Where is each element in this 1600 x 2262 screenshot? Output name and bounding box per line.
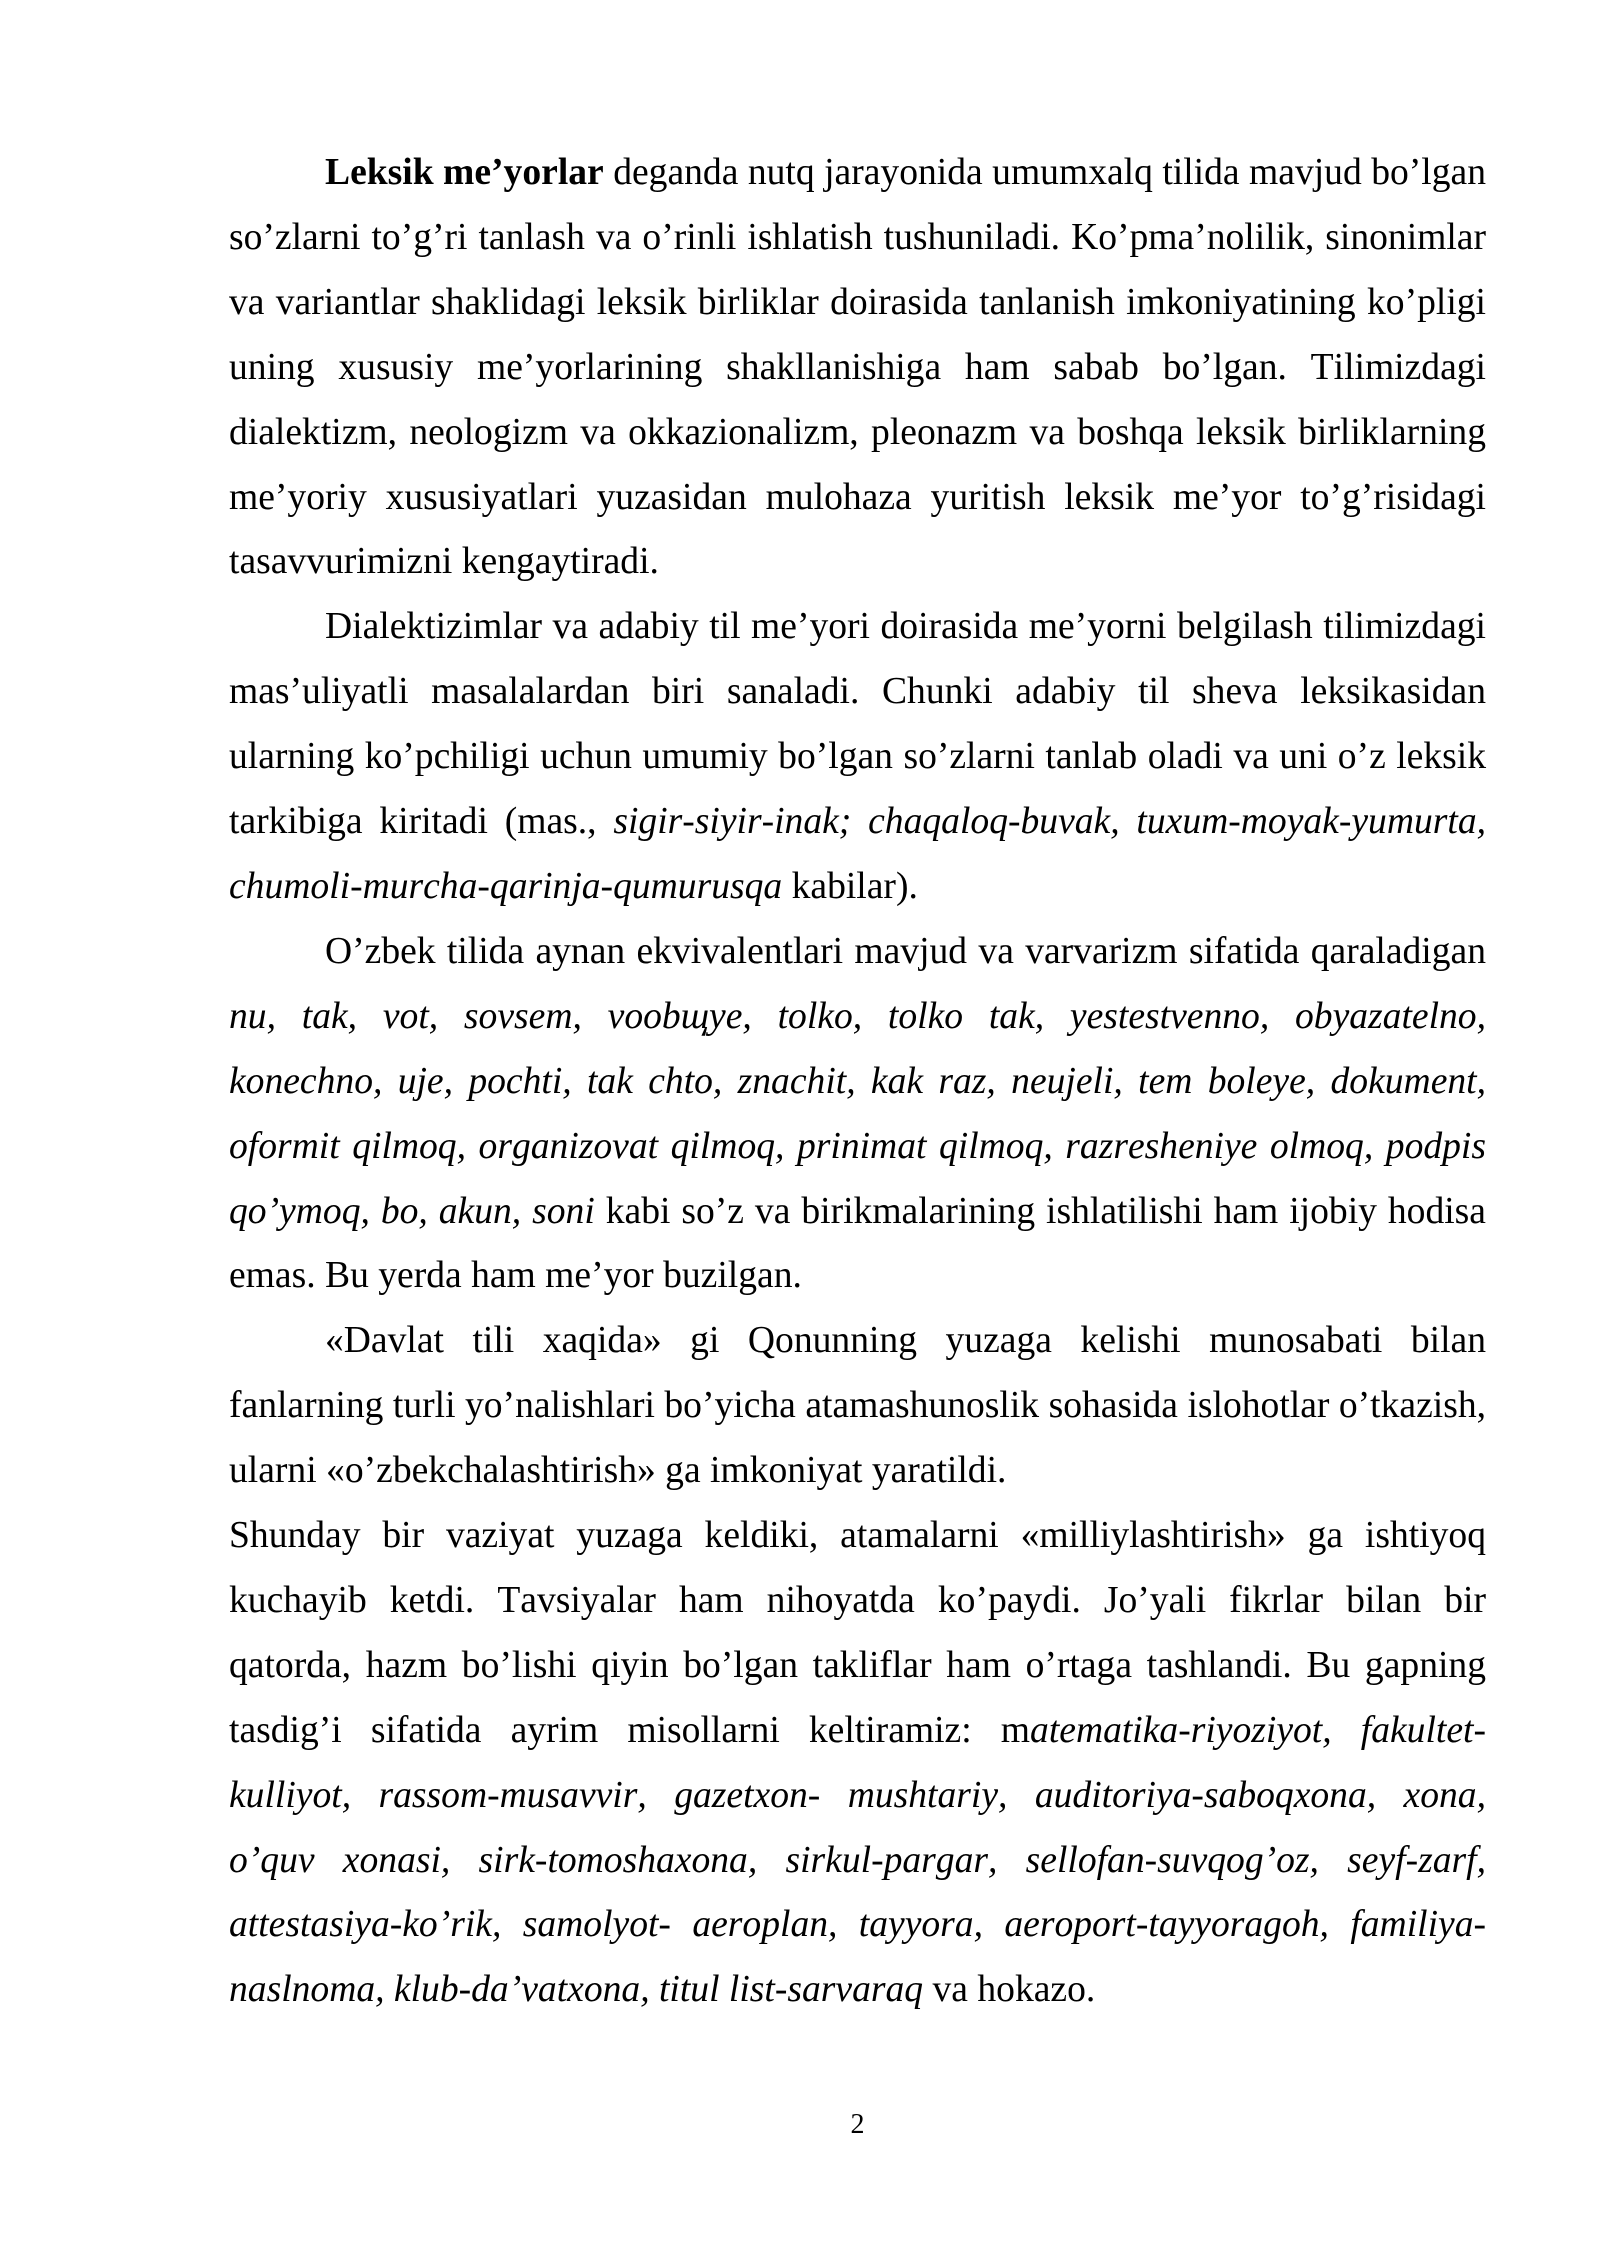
paragraph-barbarisms <box>229 920 1486 1309</box>
paragraph-text: Dialektizimlar va adabiy til me’yori doirasida me’yorni belgilash tilimizdagi mas’uliyatli masalalardan biri sanaladi. Chunki adabiy til sheva leksikasidan ularning ko’pchiligi uchun umumiy bo’lgan so’zlarni tanlab oladi va uni o’z leksik tarkibiga kiritadi (mas., <box>229 606 1486 843</box>
paragraph-lexical-norms <box>229 141 1486 595</box>
paragraph-text: «Davlat tili xaqida» gi Qonunning yuzaga kelishi munosabati bilan fanlarning turli yo’nalishlari bo’yicha atamashunoslik sohasida islohotlar o’tkazish, ularni «o’zbekchalashtirish» ga imkoniyat yaratildi. <box>229 1320 1486 1492</box>
italic-examples: nu, tak, vot, sovsem, voobщye, tolko, tolko tak, yestestvenno, obyazatelno, konechno, uje, pochti, tak chto, znachit, kak raz, neujeli, tem boleye, dokument, oformit qilmoq, organizovat qilmoq, prinimat qilmoq, razresheniye olmoq, podpis qo’ymoq, bo, akun, soni <box>229 995 1486 1232</box>
paragraph-dialectisms <box>229 595 1486 920</box>
page-number: 2 <box>850 2109 865 2140</box>
paragraph-text: kabilar). <box>791 865 918 907</box>
paragraph-text: Shunday bir vaziyat yuzaga keldiki, atamalarni «milliylashtirish» ga ishtiyoq kuchayib ketdi. Tavsiyalar ham nihoyatda ko’paydi. Jo’yali fikrlar bilan bir qatorda, hazm bo’lishi qiyin bo’lgan takliflar ham o’rtaga tashlandi. Bu gapning tasdig’i sifatida ayrim misollarni keltiramiz: m <box>229 1515 1486 1751</box>
italic-examples: atematika-riyoziyot, fakultet-kulliyot, rassom-musavvir, gazetxon- mushtariy, auditoriya-saboqxona, xona, o’quv xonasi, sirk-tomoshaxona, sirkul-pargar, sellofan-suvqog’oz, seyf-zarf, attestasiya-ko’rik, samolyot- aeroplan, tayyora, aeroport-tayyoragoh, familiya-naslnoma, klub-da’vatxona, titul list-sarvaraq <box>229 1709 1486 2011</box>
paragraph-nationalization-examples <box>229 1504 1486 2023</box>
paragraph-state-language-law <box>229 1309 1486 1504</box>
paragraph-text: va hokazo. <box>932 1969 1096 2011</box>
paragraph-text: O’zbek tilida aynan ekvivalentlari mavjud va varvarizm sifatida qaraladigan <box>325 930 1486 972</box>
document-body <box>229 141 1486 2023</box>
bold-term: Leksik me’yorlar <box>325 152 604 193</box>
paragraph-text: deganda nutq jarayonida umumxalq tilida mavjud bo’lgan so’zlarni to’g’ri tanlash va o’rinli ishlatish tushuniladi. Ko’pma’nolilik, sinonimlar va variantlar shaklidagi leksik birliklar doirasida tanlanish imkoniyatining ko’pligi uning xususiy me’yorlarining shakllanishiga ham sabab bo’lgan. Tilimizdagi dialektizm, neologizm va okkazionalizm, pleonazm va boshqa leksik birliklarning me’yoriy xususiyatlari yuzasidan mulohaza yuritish leksik me’yor to’g’risidagi tasavvurimizni kengaytiradi. <box>229 152 1486 583</box>
paragraph-text: kabi so’z va birikmalarining ishlatilishi ham ijobiy hodisa emas. Bu yerda ham me’yor buzilgan. <box>229 1190 1486 1297</box>
italic-examples: sigir-siyir-inak; chaqaloq-buvak, tuxum-moyak-yumurta, chumoli-murcha-qarinja-qumurusqa <box>229 801 1486 907</box>
